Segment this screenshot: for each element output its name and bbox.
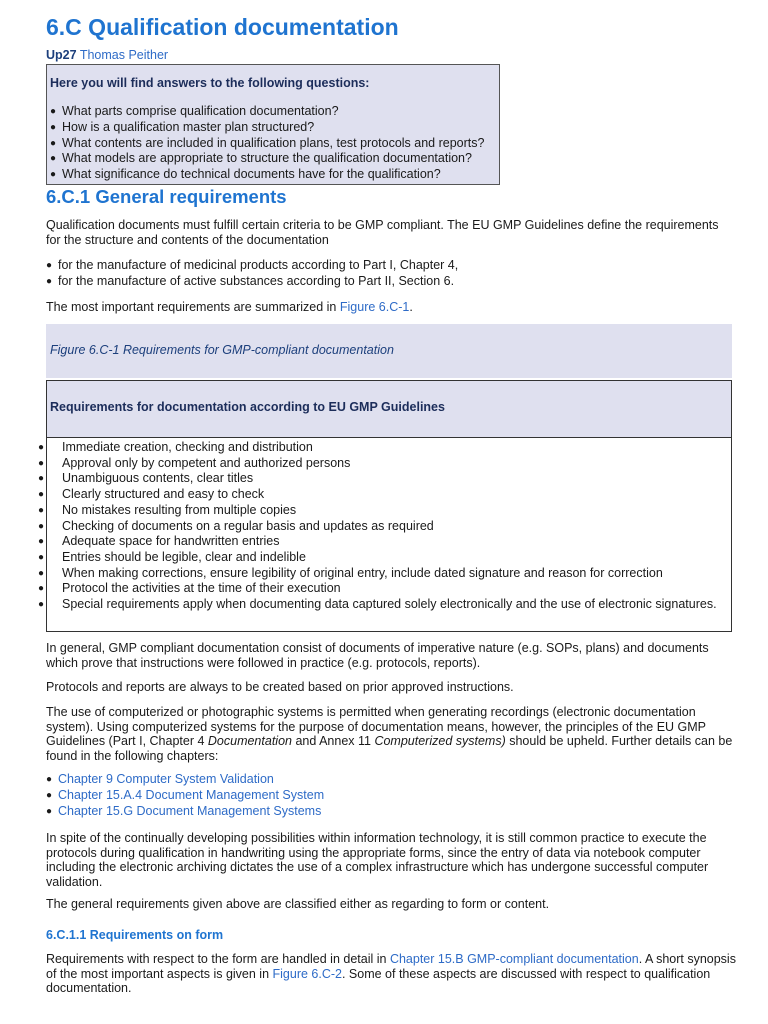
bullet-icon: ● (50, 153, 57, 165)
list-item: ● Protocol the activities at the time of their execution (38, 581, 341, 596)
list-item (46, 788, 324, 804)
list-item: ● What contents are included in qualification plans, test protocols and reports? (50, 135, 485, 150)
list-item: ● Clearly structured and easy to check (38, 487, 265, 502)
list-item: ● Special requirements apply when documenting data captured solely electronically and the use of electronic signatures. (38, 597, 717, 612)
bullet-icon: ● (46, 805, 53, 817)
bullet-icon: ● (38, 504, 45, 516)
bullet-icon: ● (38, 536, 45, 548)
bullet-icon: ● (46, 774, 53, 785)
bullet-icon: ● (50, 106, 57, 117)
bullet-icon: ● (50, 169, 57, 181)
questions-heading: Here you will find answers to the following questions: (50, 76, 370, 90)
list-item: ● Immediate creation, checking and distribution (38, 440, 313, 454)
bullet-icon: ● (38, 442, 45, 453)
list-item: ● What models are appropriate to structure the qualification documentation? (50, 151, 472, 166)
list-item: ● When making corrections, ensure legibility of original entry, include dated signature and reason for correction (38, 565, 663, 580)
figure-link[interactable]: Figure 6.C-1 (339, 300, 410, 314)
summary-paragraph: The most important requirements are summarized in Figure 6.C-1. (46, 300, 413, 314)
bullet-icon: ● (38, 489, 45, 501)
bullet-icon: ● (38, 473, 45, 485)
list-item: ● No mistakes resulting from multiple copies (38, 502, 297, 517)
list-item: ● How is a qualification master plan structured? (50, 119, 315, 134)
bullet-icon: ● (38, 583, 45, 595)
list-item: ● Checking of documents on a regular basis and updates as required (38, 518, 434, 533)
requirements-source-list (46, 258, 458, 290)
figure-6c2-link[interactable]: Figure 6.C-2 (272, 966, 342, 981)
bullet-icon: ● (46, 789, 53, 801)
paragraph-computerized: The use of computerized or photographic systems is permitted when generating recordings (electronic documentation system). Using computerized systems for the purpose of documentation means, however, the principles of the EU GMP Guidelines (Part I, Chapter 4 Documentation and Annex 11 Computerized systems) should be upheld. Further details can be found in the following chapters: (46, 705, 733, 763)
section-heading: 6.C.1 General requirements (46, 186, 287, 207)
chapter-links (46, 772, 324, 819)
chapter-15b-link[interactable]: Chapter 15.B GMP-compliant documentation (389, 952, 639, 966)
update-line (46, 48, 168, 62)
chapter-link[interactable]: Chapter 15.G Document Management Systems (58, 803, 322, 818)
update-code: Up27 (46, 48, 77, 62)
bullet-icon: ● (38, 567, 45, 579)
paragraph-protocols: Protocols and reports are always to be created based on prior approved instructions. (46, 680, 514, 694)
figure-caption: Figure 6.C-1 Requirements for GMP-compliant documentation (50, 343, 394, 357)
list-item: ● What significance do technical documents have for the qualification? (50, 167, 441, 182)
bullet-icon: ● (50, 121, 57, 133)
list-item: ● Adequate space for handwritten entries (38, 534, 280, 549)
bullet-icon: ● (38, 599, 45, 611)
list-item: ● for the manufacture of active substances according to Part II, Section 6. (46, 273, 455, 288)
list-item: ● Entries should be legible, clear and indelible (38, 549, 306, 564)
list-item (46, 804, 324, 820)
chapter-link[interactable]: Chapter 15.A.4 Document Management System (58, 787, 325, 802)
bullet-icon: ● (50, 137, 57, 149)
bullet-icon: ● (38, 457, 45, 469)
questions-list (50, 104, 484, 183)
list-item: ● Unambiguous contents, clear titles (38, 471, 254, 486)
list-item: ● Approval only by competent and authorized persons (38, 455, 351, 470)
page-title: 6.C Qualification documentation (46, 14, 399, 40)
paragraph-general: In general, GMP compliant documentation consist of documents of imperative nature (e.g. SOPs, plans) and documents which prove that instructions were followed in practice (e.g. protocols, reports). (46, 641, 709, 670)
table-header (47, 381, 731, 438)
bullet-icon: ● (46, 260, 53, 271)
chapter-link[interactable]: Chapter 9 Computer System Validation (58, 772, 274, 786)
table-heading: Requirements for documentation according to EU GMP Guidelines (50, 400, 445, 414)
questions-box (46, 64, 500, 185)
requirements-table (38, 380, 732, 632)
paragraph-classification: The general requirements given above are classified either as regarding to form or content. (46, 897, 550, 911)
list-item: ● What parts comprise qualification documentation? (50, 104, 339, 118)
list-item: ● for the manufacture of medicinal products according to Part I, Chapter 4, (46, 258, 459, 272)
bullet-icon: ● (46, 275, 53, 287)
paragraph-handwriting: In spite of the continually developing possibilities within information technology, it is still common practice to execute the protocols during qualification in handwriting using the appropriate forms, since the entry of data via notebook computer including the electronic archiving dictates the use of a complex infrastructure which has undergone successful computer validation. (46, 831, 709, 889)
bullet-icon: ● (38, 551, 45, 563)
author-link[interactable]: Thomas Peither (79, 48, 169, 62)
figure-caption-box (46, 324, 732, 378)
bullet-icon: ● (38, 520, 45, 532)
subsection-heading: 6.C.1.1 Requirements on form (46, 928, 224, 942)
requirements-list (38, 440, 726, 613)
paragraph-form: Requirements with respect to the form are handled in detail in Chapter 15.B GMP-compliant documentation. A short synopsis of the most important aspects is given in Figure 6.C-2. Some of these aspects are discussed with respect to qualification documentation. (46, 952, 736, 995)
list-item (46, 772, 324, 788)
section-intro: Qualification documents must fulfill certain criteria to be GMP compliant. The EU GMP Guidelines define the requirements for the structure and contents of the documentation (46, 218, 719, 247)
